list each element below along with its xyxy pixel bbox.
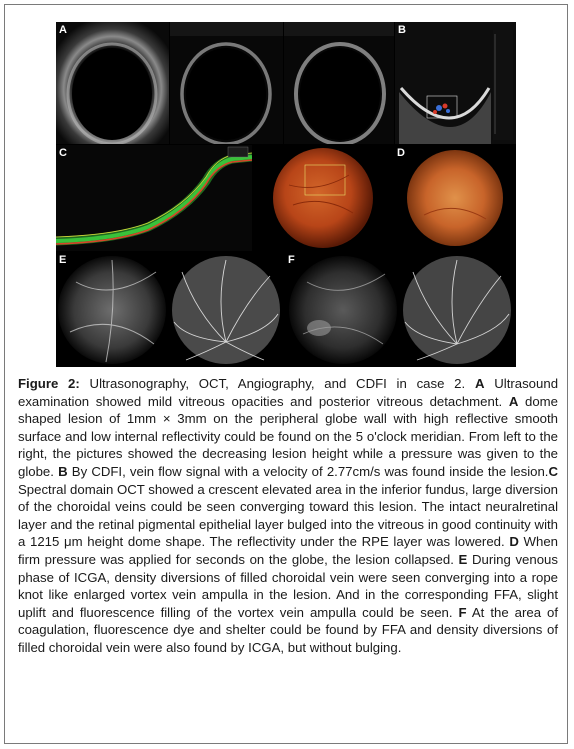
- panel-d-fundus: [394, 145, 516, 251]
- caption-title: Ultrasonography, OCT, Angiography, and CDFI in case 2.: [89, 376, 466, 391]
- panel-a-ultrasound-2: [170, 22, 283, 144]
- fundus-photo-c: [253, 145, 393, 251]
- caption-text-a1: Ultrasound examination showed mild vitreous opacities and posterior vitreous detachment.: [18, 376, 559, 409]
- caption-label-a1: A: [474, 376, 485, 391]
- caption-text-a2: dome shaped lesion of 1mm × 3mm on the peripheral globe wall with high reflective smooth surface and low internal reflectivity could be found on the 5 o'clock meridian. From left to the right, the pictures showed the decreasing lesion height while a pressure was given to the globe.: [18, 393, 559, 479]
- panel-a-ultrasound-3: [284, 22, 394, 144]
- panel-a-ultrasound-1: [56, 22, 169, 144]
- caption-label-b: B: [58, 463, 68, 479]
- figure-caption: [18, 375, 558, 657]
- panel-label-f: F: [288, 254, 295, 266]
- panel-c-fundus: [253, 145, 393, 251]
- caption-text-c: Spectral domain OCT showed a crescent elevated area in the inferior fundus, large diversion of the choroidal veins could be seen converging toward this lesion. The intact neuralretinal layer and the retinal pigmental epithelial layer bulged into the vitreous in good continuity with a 1215 μm height dome shape. The reflectivity under the RPE layer was lowered.: [18, 481, 559, 550]
- panel-label-a: A: [59, 24, 67, 36]
- ultrasound-image-2: [170, 22, 283, 144]
- caption-text-e: During venous phase of ICGA, density diversions of filled choroidal vein were seen converging into a rope knot like enlarged vortex vein ampulla in the lesion. And in the corresponding FFA, slight uplift and fluorescence filling of the vortex vein ampulla could be seen.: [18, 551, 558, 620]
- oct-scan-image: [56, 145, 252, 251]
- panel-c-oct: [56, 145, 252, 251]
- caption-label-c: C: [548, 463, 558, 479]
- panel-label-d: D: [397, 147, 405, 159]
- panel-label-c: C: [59, 147, 67, 159]
- ultrasound-image-1: [56, 22, 169, 144]
- panel-label-b: B: [398, 24, 406, 36]
- caption-text-b: By CDFI, vein flow signal with a velocity of 2.77cm/s was found inside the lesion.: [71, 463, 549, 479]
- caption-label-f: F: [458, 604, 467, 620]
- panel-f-angiography: [285, 252, 516, 367]
- angiography-image-f: [285, 252, 516, 367]
- doppler-image: [395, 22, 516, 144]
- angiography-image-e: [56, 252, 284, 367]
- caption-text-d: When firm pressure was applied for seconds on the globe, the lesion collapsed.: [18, 534, 558, 567]
- ultrasound-image-3: [284, 22, 394, 144]
- caption-label-a2: A: [508, 393, 519, 409]
- figure-composite: [56, 22, 516, 367]
- panel-e-angiography: [56, 252, 284, 367]
- caption-label-d: D: [509, 534, 519, 550]
- caption-text-f: At the area of coagulation, fluorescence dye and shelter could be found by FFA and density diversions of filled choroidal vein were also found by ICGA, but without bulging.: [18, 604, 559, 655]
- caption-figure-label: Figure 2:: [18, 376, 80, 391]
- panel-label-e: E: [59, 254, 67, 266]
- panel-b-doppler: [395, 22, 516, 144]
- caption-label-e: E: [458, 551, 468, 567]
- fundus-photo-d: [394, 145, 516, 251]
